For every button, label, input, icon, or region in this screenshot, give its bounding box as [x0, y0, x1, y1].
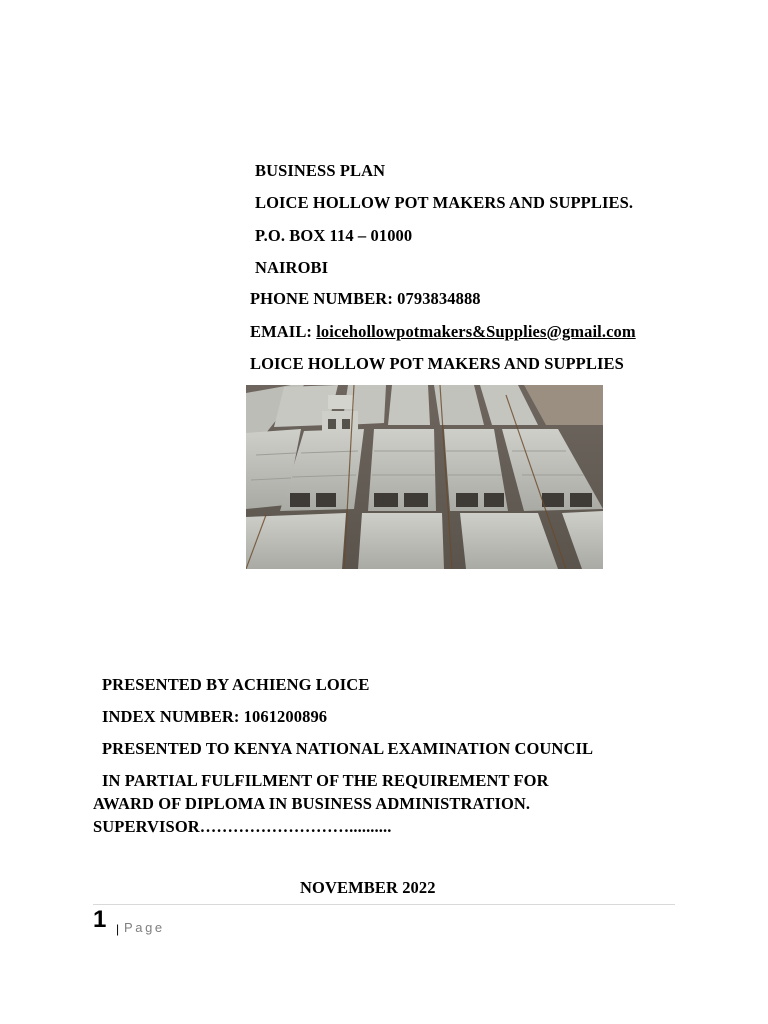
fulfilment-line-1: IN PARTIAL FULFILMENT OF THE REQUIREMENT FOR: [102, 771, 549, 790]
city: NAIROBI: [255, 258, 329, 277]
document-title: BUSINESS PLAN: [255, 161, 386, 180]
presented-by: PRESENTED BY ACHIENG LOICE: [102, 675, 370, 694]
page-number: 1: [93, 906, 107, 933]
phone-label: PHONE NUMBER:: [250, 289, 398, 308]
email-line: [250, 322, 636, 342]
hollow-blocks-photo: [246, 385, 603, 569]
po-box: P.O. BOX 114 – 01000: [255, 226, 413, 245]
email-link[interactable]: loicehollowpotmakers&Supplies@gmail.com: [316, 322, 636, 341]
supervisor-line: SUPERVISOR………………………..........: [93, 817, 392, 836]
presented-to: PRESENTED TO KENYA NATIONAL EXAMINATION COUNCIL: [102, 739, 594, 758]
fulfilment-line-2: AWARD OF DIPLOMA IN BUSINESS ADMINISTRATION.: [93, 794, 531, 813]
phone-value: 0793834888: [397, 289, 481, 308]
page-label: Page: [124, 920, 165, 935]
submission-date: NOVEMBER 2022: [300, 878, 436, 897]
index-number: INDEX NUMBER: 1061200896: [102, 707, 328, 726]
image-caption: LOICE HOLLOW POT MAKERS AND SUPPLIES: [250, 354, 624, 373]
email-label: EMAIL:: [250, 322, 317, 341]
footer-divider: [93, 904, 675, 905]
company-name: LOICE HOLLOW POT MAKERS AND SUPPLIES.: [255, 193, 634, 212]
page-separator: |: [116, 922, 120, 936]
phone-line: [250, 289, 481, 309]
